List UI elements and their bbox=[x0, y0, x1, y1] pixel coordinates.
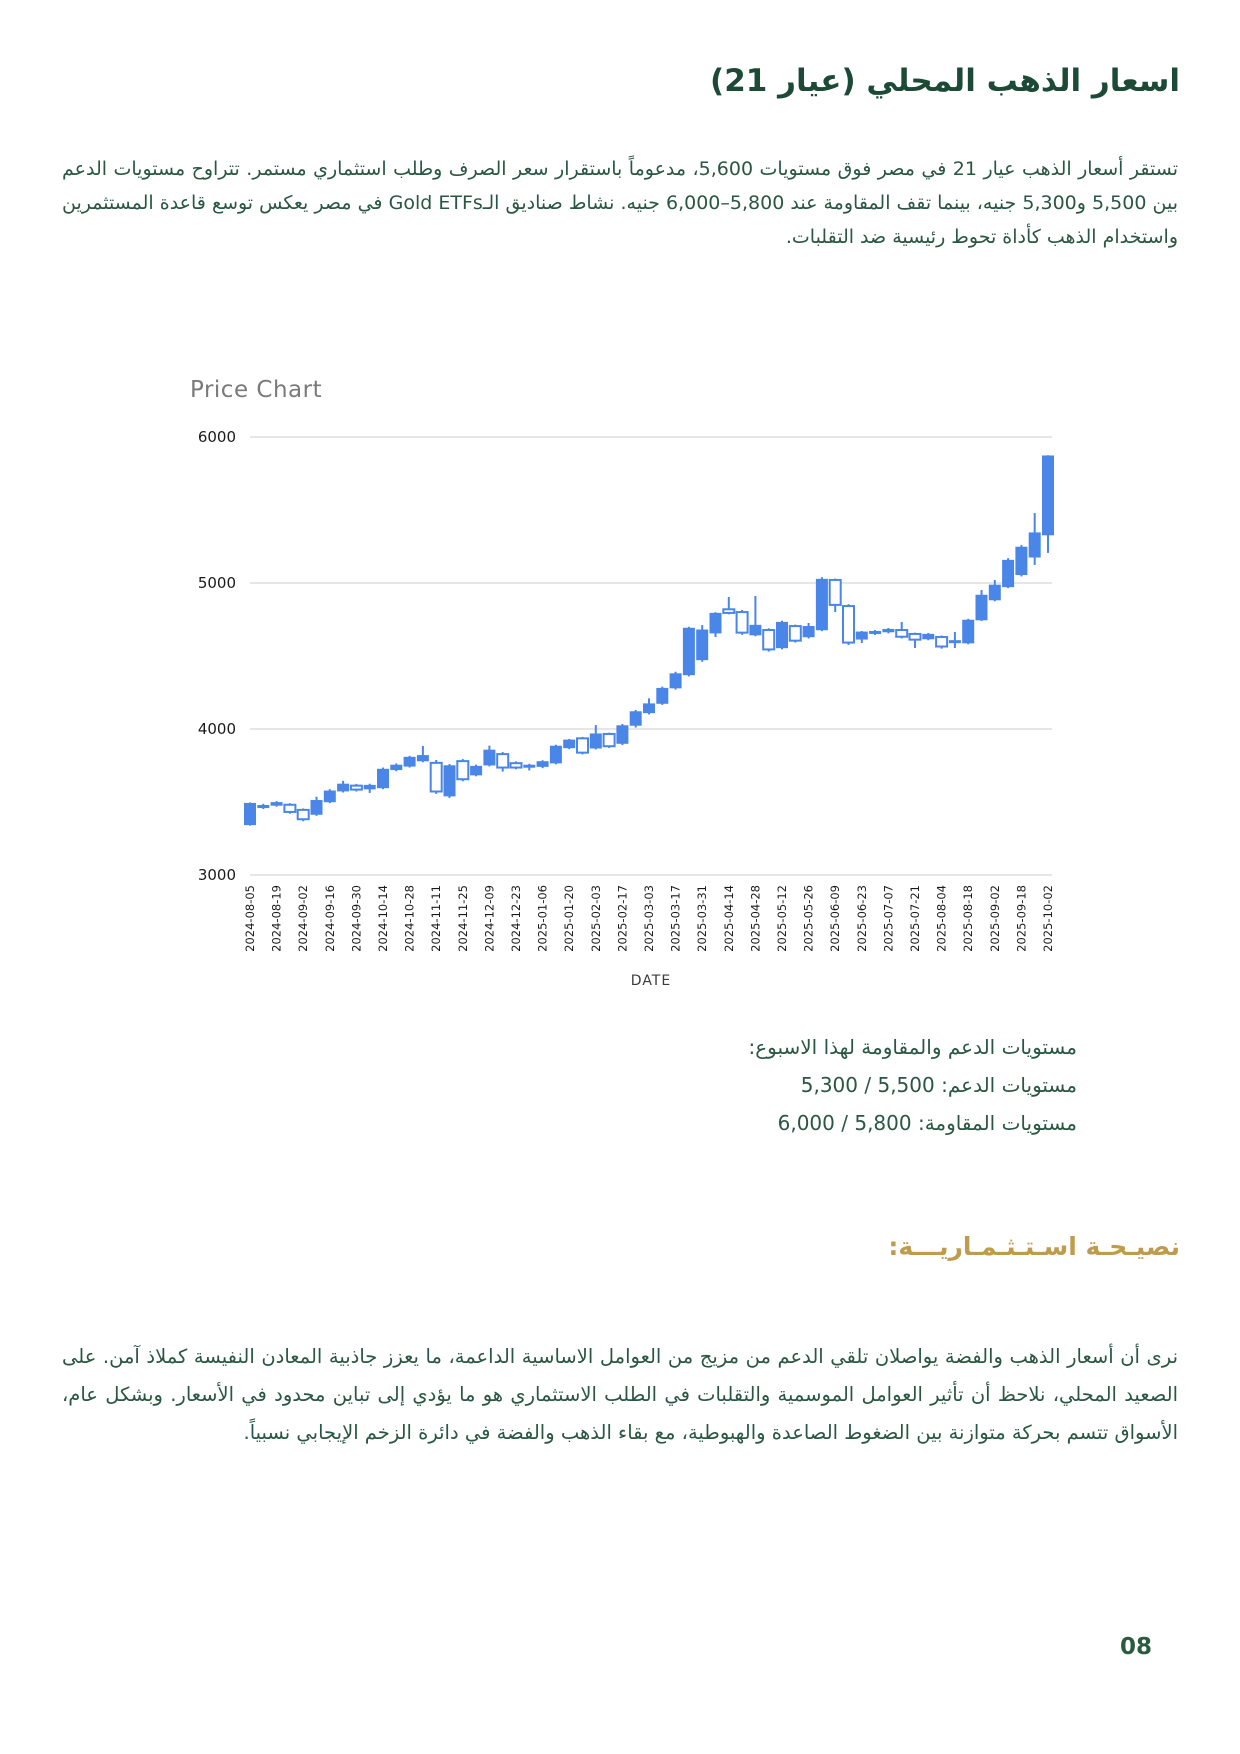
candle-body bbox=[763, 630, 774, 649]
candle-body bbox=[417, 756, 428, 761]
page-number: 08 bbox=[1119, 1634, 1152, 1660]
x-tick-label: 2024-12-09 bbox=[482, 885, 497, 952]
resistance-levels: مستويات المقاومة: 5,800 / 6,000 bbox=[777, 1111, 1077, 1135]
candle-body bbox=[1043, 456, 1054, 535]
candle-body bbox=[338, 784, 349, 791]
page-title: اسعار الذهب المحلي (عيار 21) bbox=[710, 62, 1180, 99]
candle-body bbox=[311, 801, 322, 815]
candle-body bbox=[444, 766, 455, 796]
x-tick-label: 2024-11-11 bbox=[429, 885, 444, 952]
x-tick-label: 2025-02-17 bbox=[615, 885, 630, 952]
candle-body bbox=[577, 738, 588, 752]
x-tick-label: 2024-08-05 bbox=[243, 885, 257, 952]
price-chart bbox=[150, 365, 1090, 1005]
advice-heading: نصيـحـة اسـتـثـمـاريـــة: bbox=[888, 1232, 1180, 1261]
candle-body bbox=[896, 630, 907, 637]
candle-body bbox=[271, 803, 282, 806]
candle-body bbox=[670, 674, 681, 688]
x-tick-label: 2025-06-09 bbox=[828, 885, 843, 952]
candle-body bbox=[710, 613, 721, 633]
candle-body bbox=[497, 754, 508, 767]
price-chart-svg bbox=[150, 365, 1090, 1005]
candle-body bbox=[1029, 533, 1040, 557]
candle-body bbox=[790, 626, 801, 641]
candle-body bbox=[511, 763, 522, 767]
candle-body bbox=[816, 579, 827, 629]
x-axis-title: DATE bbox=[630, 973, 672, 989]
candle-body bbox=[378, 769, 389, 787]
x-tick-label: 2025-01-06 bbox=[535, 885, 550, 952]
candle-body bbox=[1016, 547, 1027, 574]
x-tick-label: 2025-05-26 bbox=[801, 885, 816, 952]
levels-block bbox=[748, 1028, 1077, 1142]
candle-body bbox=[245, 803, 256, 824]
intro-paragraph: تستقر أسعار الذهب عيار 21 في مصر فوق مستويات 5,600، مدعوماً باستقرار سعر الصرف وطلب استثماري مستمر. تتراوح مستويات الدعم بين 5,500 و5,300 جنيه، بينما تقف المقاومة عند 5,800–6,000 جنيه. نشاط صناديق الـGold ETFs في مصر يعكس توسع قاعدة المستثمرين واستخدام الذهب كأداة تحوط رئيسية ضد التقلبات. bbox=[62, 158, 1178, 248]
x-tick-label: 2025-03-31 bbox=[695, 885, 710, 952]
x-tick-label: 2024-12-23 bbox=[509, 885, 523, 952]
candle-body bbox=[351, 786, 362, 790]
advice-paragraph: نرى أن أسعار الذهب والفضة يواصلان تلقي الدعم من مزيج من العوامل الاساسية الداعمة، ما يعزز جاذبية المعادن النفيسة كملاذ آمن. على الصعيد المحلي، نلاحظ أن تأثير العوامل الموسمية والتقلبات في الطلب الاستثماري هو ما يؤدي إلى تباين محدود في الأسعار. وبشكل عام، الأسواق تتسم بحركة متوازنة بين الضغوط الصاعدة والهبوطية، مع بقاء الذهب والفضة في دائرة الزخم الإيجابي نسبياً. bbox=[62, 1344, 1178, 1444]
levels-heading: مستويات الدعم والمقاومة لهذا الاسبوع: bbox=[748, 1035, 1077, 1059]
candle-body bbox=[949, 641, 960, 643]
candle-body bbox=[617, 726, 628, 744]
x-tick-label: 2025-08-18 bbox=[961, 885, 976, 952]
candle-body bbox=[590, 734, 601, 748]
candle-body bbox=[258, 806, 269, 808]
candle-body bbox=[923, 634, 934, 638]
x-tick-label: 2025-06-23 bbox=[854, 885, 869, 952]
x-tick-label: 2025-02-03 bbox=[588, 885, 603, 952]
candle-body bbox=[1003, 560, 1014, 586]
x-tick-label: 2025-08-04 bbox=[934, 885, 949, 952]
x-tick-label: 2025-05-12 bbox=[775, 885, 789, 952]
candle-body bbox=[364, 785, 375, 789]
candle-body bbox=[657, 688, 668, 703]
y-tick-label: 4000 bbox=[197, 720, 236, 738]
candle-body bbox=[963, 620, 974, 643]
candle-body bbox=[431, 763, 442, 792]
x-tick-label: 2024-09-02 bbox=[296, 885, 311, 952]
x-tick-label: 2024-08-19 bbox=[269, 885, 284, 952]
candle-body bbox=[883, 629, 894, 631]
candle-body bbox=[550, 746, 561, 763]
candle-body bbox=[723, 609, 734, 613]
candle-body bbox=[630, 712, 641, 725]
x-tick-label: 2025-03-17 bbox=[668, 885, 683, 952]
candle-body bbox=[870, 631, 881, 633]
x-tick-label: 2025-09-18 bbox=[1014, 885, 1029, 952]
chart-title: Price Chart bbox=[190, 377, 323, 403]
x-tick-label: 2024-10-14 bbox=[376, 885, 390, 952]
x-tick-label: 2025-09-02 bbox=[987, 885, 1002, 952]
candle-body bbox=[976, 595, 987, 620]
candle-body bbox=[777, 622, 788, 647]
candle-body bbox=[604, 734, 615, 746]
candle-body bbox=[989, 585, 1000, 600]
candle-body bbox=[910, 634, 921, 640]
y-tick-label: 3000 bbox=[197, 866, 236, 884]
candle-body bbox=[843, 606, 854, 643]
candle-body bbox=[936, 637, 947, 646]
x-tick-label: 2025-04-28 bbox=[748, 885, 763, 952]
candle-body bbox=[750, 625, 761, 634]
candle-body bbox=[471, 766, 482, 774]
candle-body bbox=[537, 762, 548, 767]
x-tick-label: 2025-07-21 bbox=[908, 885, 922, 952]
candle-body bbox=[524, 765, 535, 767]
candle-body bbox=[324, 791, 335, 802]
y-tick-label: 5000 bbox=[197, 574, 236, 592]
x-tick-label: 2025-01-20 bbox=[562, 885, 577, 952]
candle-body bbox=[697, 630, 708, 660]
candle-body bbox=[564, 740, 575, 748]
candle-body bbox=[391, 765, 402, 769]
x-tick-label: 2024-11-25 bbox=[455, 885, 470, 952]
candle-body bbox=[644, 704, 655, 713]
candle-body bbox=[683, 628, 694, 674]
x-tick-label: 2024-09-30 bbox=[349, 885, 364, 952]
y-tick-label: 6000 bbox=[197, 428, 236, 446]
candle-body bbox=[298, 810, 309, 819]
candle-body bbox=[404, 757, 415, 766]
support-levels: مستويات الدعم: 5,500 / 5,300 bbox=[800, 1073, 1077, 1097]
x-tick-label: 2025-07-07 bbox=[881, 885, 896, 952]
candle-body bbox=[484, 750, 495, 765]
x-tick-label: 2025-04-14 bbox=[721, 885, 736, 952]
candle-body bbox=[830, 580, 841, 605]
x-tick-label: 2024-09-16 bbox=[322, 885, 337, 952]
x-tick-label: 2025-10-02 bbox=[1041, 885, 1055, 952]
candle-body bbox=[856, 632, 867, 639]
x-tick-label: 2024-10-28 bbox=[402, 885, 417, 952]
candle-body bbox=[803, 627, 814, 637]
candle-body bbox=[737, 612, 748, 633]
x-tick-label: 2025-03-03 bbox=[642, 885, 656, 952]
candle-body bbox=[457, 761, 468, 779]
candle-body bbox=[284, 805, 295, 812]
